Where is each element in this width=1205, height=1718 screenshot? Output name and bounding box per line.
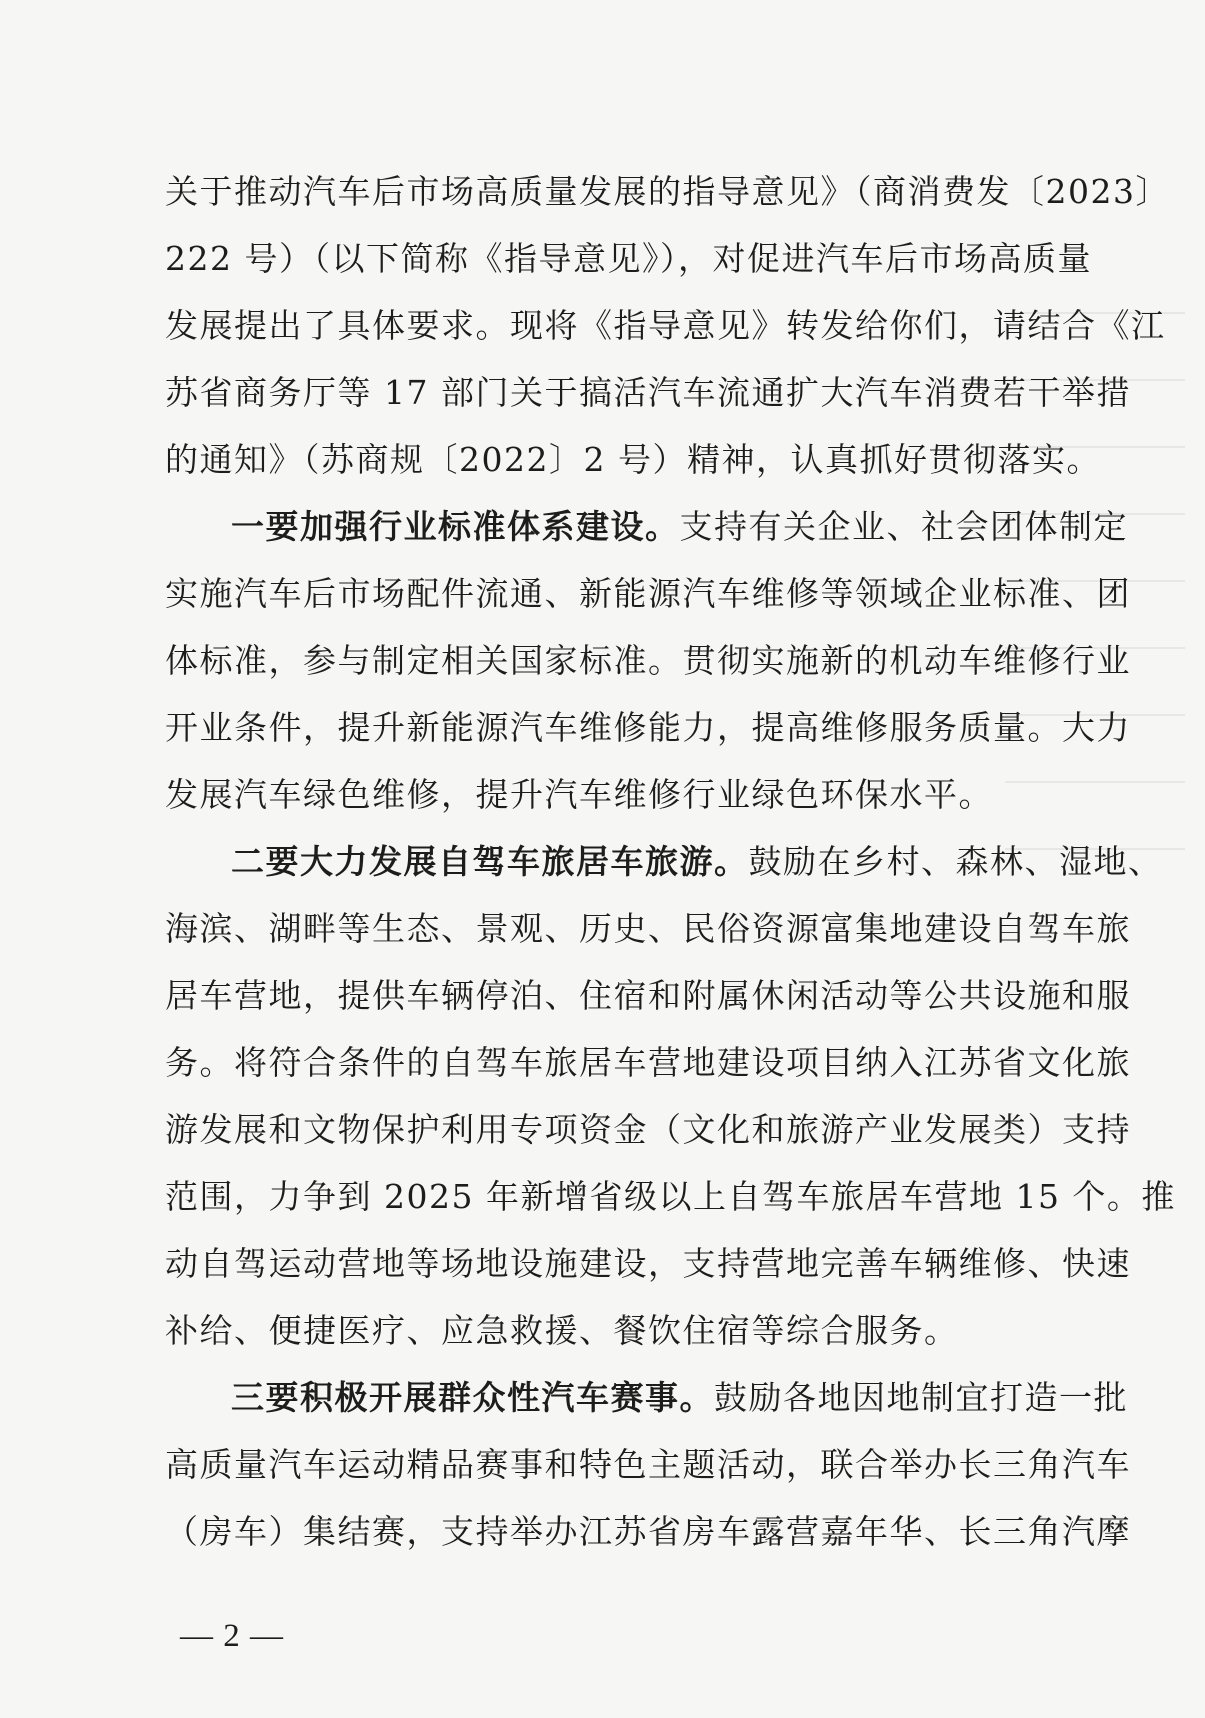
paragraph-1-heading: 一要加强行业标准体系建设。 bbox=[231, 507, 680, 546]
text-line: 补给、便捷医疗、应急救援、餐饮住宿等综合服务。 bbox=[165, 1311, 959, 1350]
text-line: 高质量汽车运动精品赛事和特色主题活动，联合举办长三角汽车 bbox=[165, 1445, 1131, 1484]
paragraph-3-first-line bbox=[165, 1364, 1128, 1431]
paragraph-2-heading: 二要大力发展自驾车旅居车旅游。 bbox=[231, 842, 749, 881]
text-line: 的通知》（苏商规〔2022〕2 号）精神，认真抓好贯彻落实。 bbox=[165, 440, 1101, 479]
text-line: 体标准，参与制定相关国家标准。贯彻实施新的机动车维修行业 bbox=[165, 641, 1131, 680]
text-line: 游发展和文物保护利用专项资金（文化和旅游产业发展类）支持 bbox=[165, 1110, 1131, 1149]
text-line: 实施汽车后市场配件流通、新能源汽车维修等领域企业标准、团 bbox=[165, 574, 1131, 613]
paragraph-2-lead: 鼓励在乡村、森林、湿地、 bbox=[748, 842, 1163, 881]
text-line: 苏省商务厅等 17 部门关于搞活汽车流通扩大汽车消费若干举措 bbox=[165, 373, 1131, 412]
text-line: 222 号）（以下简称《指导意见》），对促进汽车后市场高质量 bbox=[165, 239, 1092, 278]
text-line: 关于推动汽车后市场高质量发展的指导意见》（商消费发〔2023〕 bbox=[165, 172, 1170, 211]
paragraph-3-heading: 三要积极开展群众性汽车赛事。 bbox=[231, 1378, 714, 1417]
text-line: 居车营地，提供车辆停泊、住宿和附属休闲活动等公共设施和服 bbox=[165, 976, 1131, 1015]
text-line: 发展汽车绿色维修，提升汽车维修行业绿色环保水平。 bbox=[165, 775, 993, 814]
text-line: 动自驾运动营地等场地设施建设，支持营地完善车辆维修、快速 bbox=[165, 1244, 1131, 1283]
paragraph-1-lead: 支持有关企业、社会团体制定 bbox=[679, 507, 1128, 546]
text-line: 发展提出了具体要求。现将《指导意见》转发给你们，请结合《江 bbox=[165, 306, 1166, 345]
text-line: 开业条件，提升新能源汽车维修能力，提高维修服务质量。大力 bbox=[165, 708, 1131, 747]
page-number: — 2 — bbox=[180, 1618, 284, 1654]
text-line: 务。将符合条件的自驾车旅居车营地建设项目纳入江苏省文化旅 bbox=[165, 1043, 1131, 1082]
paragraph-3-lead: 鼓励各地因地制宜打造一批 bbox=[714, 1378, 1128, 1417]
paragraph-1-first-line bbox=[165, 493, 1128, 560]
text-line: 海滨、湖畔等生态、景观、历史、民俗资源富集地建设自驾车旅 bbox=[165, 909, 1131, 948]
document-body bbox=[165, 158, 1176, 1565]
text-line: （房车）集结赛，支持举办江苏省房车露营嘉年华、长三角汽摩 bbox=[165, 1512, 1131, 1551]
paragraph-2-first-line bbox=[165, 828, 1163, 895]
text-line: 范围，力争到 2025 年新增省级以上自驾车旅居车营地 15 个。推 bbox=[165, 1177, 1176, 1216]
